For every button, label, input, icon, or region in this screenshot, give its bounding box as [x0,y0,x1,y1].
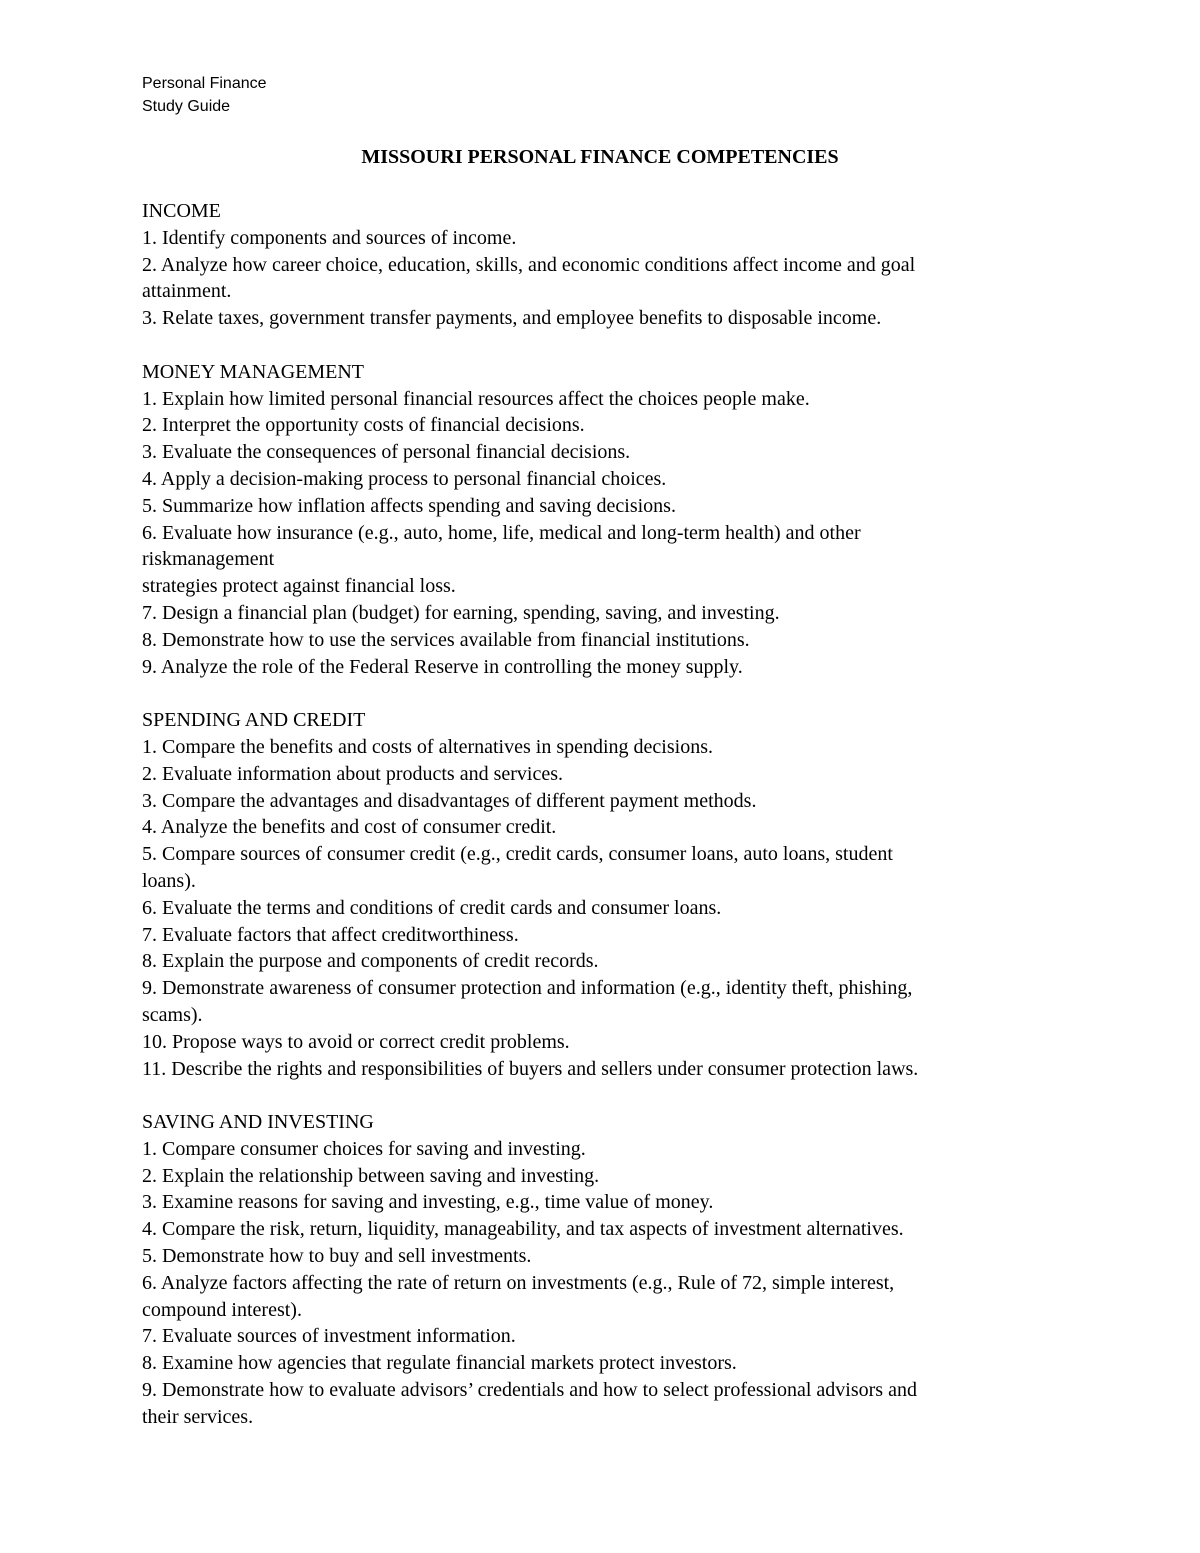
competency-line: 8. Examine how agencies that regulate financial markets protect investors. [142,1352,737,1375]
competency-line: 2. Explain the relationship between saving and investing. [142,1164,600,1187]
competency-line: compound interest). [142,1298,302,1321]
section-heading: MONEY MANAGEMENT [142,360,365,383]
running-header [142,72,267,118]
section-spending-and-credit [142,707,1072,1082]
competency-line: 2. Evaluate information about products and services. [142,762,563,785]
competency-line: 2. Interpret the opportunity costs of financial decisions. [142,414,585,437]
competency-line: 7. Design a financial plan (budget) for earning, spending, saving, and investing. [142,601,780,624]
competency-line: 9. Demonstrate awareness of consumer protection and information (e.g., identity theft, phishing, [142,977,913,1000]
competency-line: 5. Summarize how inflation affects spending and saving decisions. [142,494,676,517]
competency-line: riskmanagement [142,548,275,571]
section-heading: SPENDING AND CREDIT [142,709,366,732]
competency-line: 9. Demonstrate how to evaluate advisors’ credentials and how to select professional advisors and [142,1379,917,1402]
competency-line: loans). [142,869,196,892]
competency-line: 1. Identify components and sources of income. [142,226,517,249]
competency-line: 4. Compare the risk, return, liquidity, manageability, and tax aspects of investment alternatives. [142,1218,904,1241]
competency-line: 4. Analyze the benefits and cost of consumer credit. [142,816,557,839]
competency-line: 7. Evaluate sources of investment information. [142,1325,516,1348]
competency-line: 7. Evaluate factors that affect creditworthiness. [142,923,519,946]
section-money-management [142,359,1072,681]
competency-line: 10. Propose ways to avoid or correct credit problems. [142,1030,570,1053]
competency-line: 8. Demonstrate how to use the services available from financial institutions. [142,628,750,651]
competency-line: scams). [142,1003,203,1026]
competency-line: 3. Evaluate the consequences of personal financial decisions. [142,441,631,464]
document-body [142,198,1072,1457]
competency-line: 2. Analyze how career choice, education, skills, and economic conditions affect income and goal [142,253,916,276]
section-heading: INCOME [142,200,221,222]
section-income [142,198,1072,332]
competency-line: 3. Relate taxes, government transfer payments, and employee benefits to disposable income. [142,307,882,330]
competency-line: attainment. [142,280,232,303]
competency-line: their services. [142,1405,254,1428]
competency-line: 9. Analyze the role of the Federal Reserve in controlling the money supply. [142,655,743,678]
competency-line: 11. Describe the rights and responsibilities of buyers and sellers under consumer protection laws. [142,1057,919,1080]
competency-line: 6. Evaluate the terms and conditions of credit cards and consumer loans. [142,896,722,919]
competency-line: 1. Explain how limited personal financial resources affect the choices people make. [142,387,810,410]
competency-line: 3. Examine reasons for saving and investing, e.g., time value of money. [142,1191,714,1214]
competency-line: 1. Compare the benefits and costs of alternatives in spending decisions. [142,735,713,758]
competency-line: 6. Analyze factors affecting the rate of return on investments (e.g., Rule of 72, simple interest, [142,1271,895,1294]
competency-line: 1. Compare consumer choices for saving and investing. [142,1137,586,1160]
header-line-course: Personal Finance [142,75,267,92]
section-heading: SAVING AND INVESTING [142,1111,374,1134]
competency-line: 5. Demonstrate how to buy and sell investments. [142,1245,532,1268]
competency-line: 6. Evaluate how insurance (e.g., auto, home, life, medical and long-term health) and other [142,521,861,544]
page-title: MISSOURI PERSONAL FINANCE COMPETENCIES [361,146,839,168]
competency-line: 5. Compare sources of consumer credit (e.g., credit cards, consumer loans, auto loans, student [142,843,893,866]
competency-line: 3. Compare the advantages and disadvantages of different payment methods. [142,789,757,812]
section-saving-and-investing [142,1109,1072,1431]
competency-line: strategies protect against financial loss. [142,575,456,598]
competency-line: 4. Apply a decision-making process to personal financial choices. [142,467,667,490]
competency-line: 8. Explain the purpose and components of credit records. [142,950,599,973]
header-line-guide: Study Guide [142,98,231,115]
